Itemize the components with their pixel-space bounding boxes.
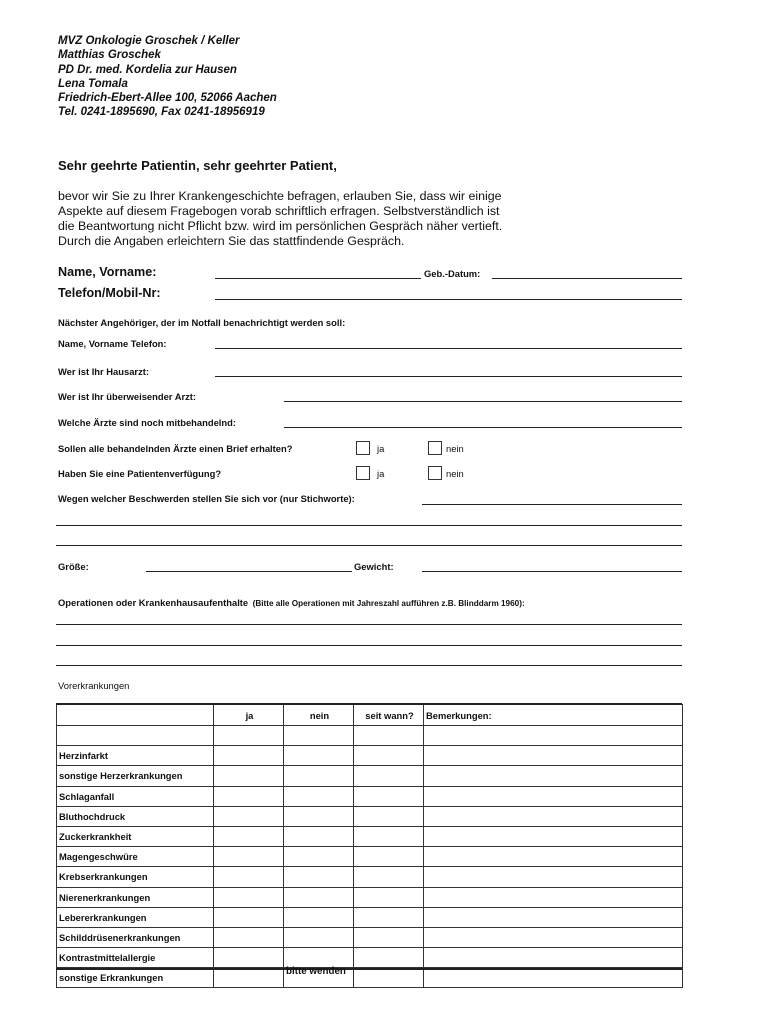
letter-question: Sollen alle behandelnden Ärzte einen Brief erhalten?	[58, 443, 293, 454]
table-cell[interactable]	[424, 746, 683, 766]
table-cell[interactable]	[214, 867, 284, 887]
name-label: Name, Vorname:	[58, 265, 157, 279]
condition-label: Magengeschwüre	[57, 847, 214, 867]
complaints-label: Wegen welcher Beschwerden stellen Sie sich vor (nur Stichworte):	[58, 493, 355, 504]
operations-field-3[interactable]	[56, 665, 682, 666]
directive-no-checkbox[interactable]	[428, 466, 442, 480]
greeting: Sehr geehrte Patientin, sehr geehrter Patient,	[58, 158, 337, 173]
intro-text	[58, 189, 578, 249]
co-doctors-label: Welche Ärzte sind noch mitbehandelnd:	[58, 417, 236, 428]
header-cell-notes: Bemerkungen:	[424, 705, 683, 726]
intro-line: Durch die Angaben erleichtern Sie das stattfindende Gespräch.	[58, 234, 405, 248]
letter-no-label: nein	[446, 443, 464, 454]
table-cell[interactable]	[354, 867, 424, 887]
doctor-2: PD Dr. med. Kordelia zur Hausen	[58, 63, 237, 76]
kin-name-field[interactable]	[215, 348, 682, 349]
operations-label: Operationen oder Krankenhausaufenthalte	[58, 597, 249, 608]
table-cell[interactable]	[424, 948, 683, 968]
table-top-rule	[56, 703, 682, 705]
condition-label: Schilddrüsenerkrankungen	[57, 927, 214, 947]
table-cell[interactable]	[284, 826, 354, 846]
practice-header	[58, 34, 277, 120]
table-row	[57, 786, 683, 806]
table-cell[interactable]	[354, 826, 424, 846]
letter-yes-checkbox[interactable]	[356, 441, 370, 455]
table-row	[57, 907, 683, 927]
gp-label: Wer ist Ihr Hausarzt:	[58, 366, 149, 377]
name-field[interactable]	[215, 278, 421, 279]
weight-field[interactable]	[422, 571, 682, 572]
directive-yes-checkbox[interactable]	[356, 466, 370, 480]
table-cell[interactable]	[424, 766, 683, 786]
operations-field-2[interactable]	[56, 645, 682, 646]
conditions-table	[56, 704, 683, 988]
table-cell[interactable]	[424, 847, 683, 867]
referrer-field[interactable]	[284, 401, 682, 402]
birthdate-label: Geb.-Datum:	[424, 268, 481, 279]
table-cell[interactable]	[354, 887, 424, 907]
table-cell[interactable]	[284, 847, 354, 867]
table-row	[57, 847, 683, 867]
table-cell[interactable]	[214, 806, 284, 826]
table-cell[interactable]	[424, 887, 683, 907]
table-cell[interactable]	[284, 907, 354, 927]
phone-field[interactable]	[215, 299, 682, 300]
letter-no-checkbox[interactable]	[428, 441, 442, 455]
table-cell[interactable]	[284, 726, 354, 746]
kin-name-label: Name, Vorname Telefon:	[58, 338, 167, 349]
table-cell[interactable]	[214, 968, 284, 988]
table-header-row	[57, 705, 683, 726]
table-cell[interactable]	[424, 927, 683, 947]
table-cell[interactable]	[284, 786, 354, 806]
table-cell[interactable]	[284, 766, 354, 786]
table-row	[57, 746, 683, 766]
table-cell[interactable]	[214, 746, 284, 766]
table-cell[interactable]	[354, 746, 424, 766]
table-cell[interactable]	[214, 826, 284, 846]
table-cell[interactable]	[354, 847, 424, 867]
condition-label: Zuckerkrankheit	[57, 826, 214, 846]
table-cell[interactable]	[354, 968, 424, 988]
condition-label: Krebserkrankungen	[57, 867, 214, 887]
referrer-label: Wer ist Ihr überweisender Arzt:	[58, 391, 197, 402]
table-cell[interactable]	[424, 867, 683, 887]
complaints-field-1[interactable]	[422, 504, 682, 505]
table-row	[57, 867, 683, 887]
practice-phone: Tel. 0241-1895690, Fax 0241-18956919	[58, 106, 265, 119]
intro-line: bevor wir Sie zu Ihrer Krankengeschichte befragen, erlauben Sie, dass wir einige	[58, 189, 502, 203]
table-cell[interactable]	[214, 766, 284, 786]
table-cell[interactable]	[424, 968, 683, 988]
operations-field-1[interactable]	[56, 624, 682, 625]
table-cell[interactable]	[354, 766, 424, 786]
directive-yes-label: ja	[377, 468, 385, 479]
table-row	[57, 826, 683, 846]
complaints-field-3[interactable]	[56, 545, 682, 546]
table-row-empty	[57, 726, 683, 746]
birthdate-field[interactable]	[492, 278, 682, 279]
table-cell[interactable]	[354, 907, 424, 927]
doctor-1: Matthias Groschek	[58, 49, 161, 62]
height-field[interactable]	[146, 571, 352, 572]
table-row	[57, 887, 683, 907]
header-cell-empty	[57, 705, 214, 726]
condition-label: Schlaganfall	[57, 786, 214, 806]
table-cell[interactable]	[424, 907, 683, 927]
table-cell[interactable]	[284, 746, 354, 766]
table-cell[interactable]	[424, 726, 683, 746]
intro-line: die Beantwortung nicht Pflicht bzw. wird im persönlichen Gespräch näher vertieft.	[58, 219, 503, 233]
table-cell[interactable]	[214, 927, 284, 947]
table-cell[interactable]	[354, 948, 424, 968]
doctor-3: Lena Tomala	[58, 77, 128, 90]
directive-no-label: nein	[446, 468, 464, 479]
intro-line: Aspekte auf diesem Fragebogen vorab schriftlich erfragen. Selbstverständlich ist	[58, 204, 500, 218]
table-cell[interactable]	[354, 806, 424, 826]
condition-label: Lebererkrankungen	[57, 907, 214, 927]
table-cell[interactable]	[284, 887, 354, 907]
height-label: Größe:	[58, 561, 89, 572]
letter-yes-label: ja	[377, 443, 385, 454]
table-bottom-rule	[56, 968, 682, 970]
table-cell[interactable]	[284, 948, 354, 968]
table-cell[interactable]	[214, 847, 284, 867]
table-row	[57, 968, 683, 988]
table-row	[57, 948, 683, 968]
table-cell[interactable]	[214, 726, 284, 746]
table-cell[interactable]	[424, 786, 683, 806]
table-cell[interactable]	[354, 726, 424, 746]
header-cell-since: seit wann?	[354, 705, 424, 726]
table-cell[interactable]	[284, 867, 354, 887]
table-cell[interactable]	[424, 806, 683, 826]
table-cell[interactable]	[214, 907, 284, 927]
table-row	[57, 766, 683, 786]
practice-name: MVZ Onkologie Groschek / Keller	[58, 35, 240, 47]
condition-label: sonstige Herzerkrankungen	[57, 766, 214, 786]
table-cell[interactable]	[214, 887, 284, 907]
weight-label: Gewicht:	[354, 561, 394, 572]
table-cell[interactable]	[214, 786, 284, 806]
table-cell[interactable]	[424, 826, 683, 846]
condition-label: Nierenerkrankungen	[57, 887, 214, 907]
header-cell-no: nein	[284, 705, 354, 726]
operations-hint: (Bitte alle Operationen mit Jahreszahl aufführen z.B. Blinddarm 1960):	[252, 599, 525, 608]
table-cell[interactable]	[214, 948, 284, 968]
table-cell[interactable]	[284, 927, 354, 947]
table-row	[57, 927, 683, 947]
conditions-title: Vorerkrankungen	[58, 680, 130, 691]
table-cell	[57, 726, 214, 746]
practice-address: Friedrich-Ebert-Allee 100, 52066 Aachen	[58, 92, 277, 105]
gp-field[interactable]	[215, 376, 682, 377]
complaints-field-2[interactable]	[56, 525, 682, 526]
condition-label: sonstige Erkrankungen	[57, 968, 214, 988]
operations-label-row	[58, 593, 525, 611]
co-doctors-field[interactable]	[284, 427, 682, 428]
condition-label: Herzinfarkt	[57, 746, 214, 766]
table-cell[interactable]	[354, 927, 424, 947]
directive-question: Haben Sie eine Patientenverfügung?	[58, 468, 222, 479]
condition-label: Kontrastmittelallergie	[57, 948, 214, 968]
table-cell[interactable]	[284, 806, 354, 826]
condition-label: Bluthochdruck	[57, 806, 214, 826]
table-row	[57, 806, 683, 826]
header-cell-yes: ja	[214, 705, 284, 726]
table-cell[interactable]	[354, 786, 424, 806]
next-of-kin-label: Nächster Angehöriger, der im Notfall benachrichtigt werden soll:	[58, 317, 346, 328]
phone-label: Telefon/Mobil-Nr:	[58, 286, 161, 300]
please-turn-over: bitte wenden	[286, 966, 346, 977]
